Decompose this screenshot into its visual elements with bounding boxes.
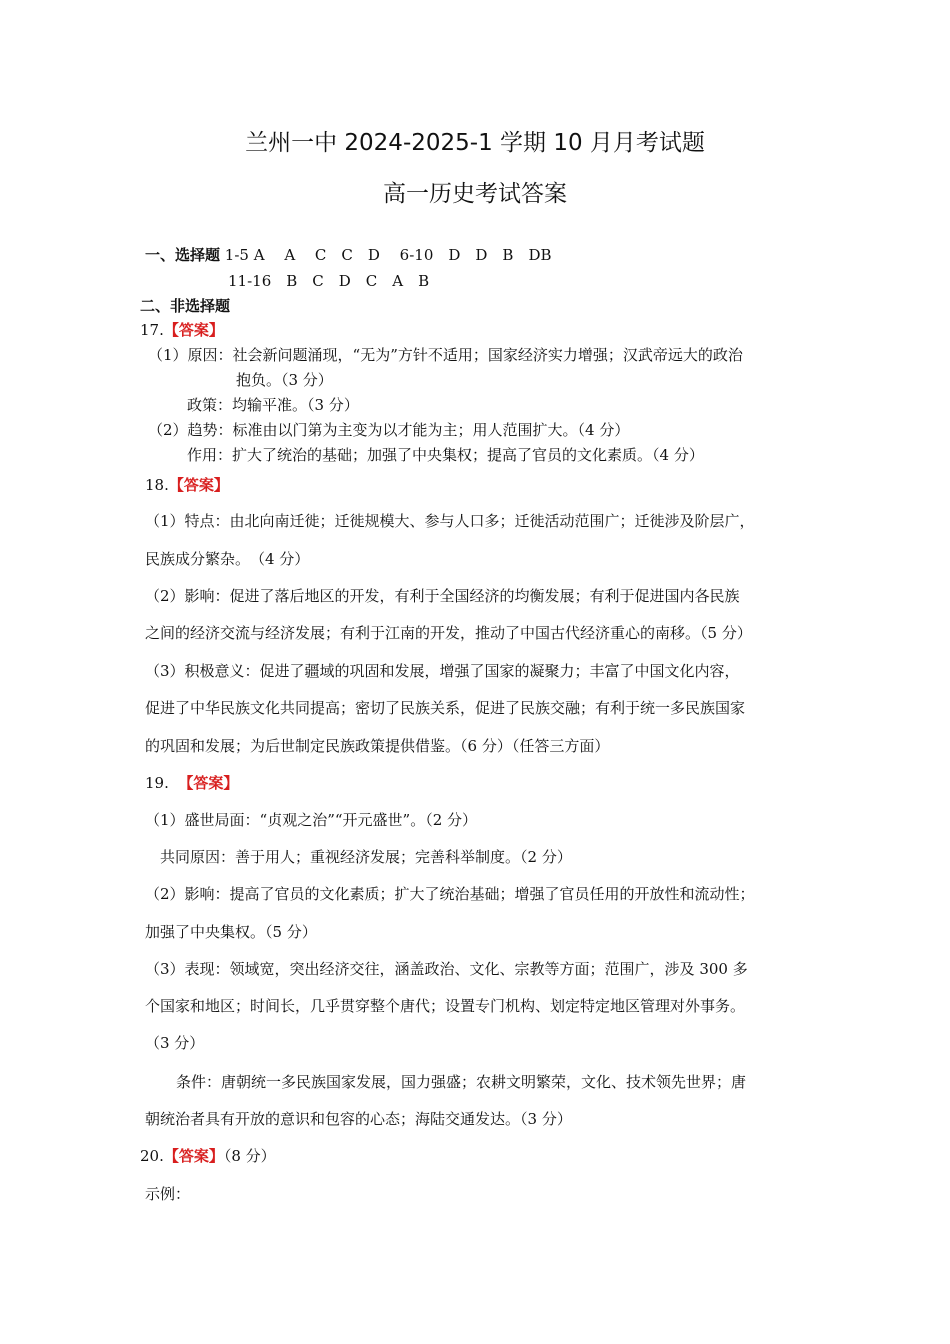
answer-line: 示例：: [145, 1185, 191, 1203]
answer-line: 作用：扩大了统治的基础；加强了中央集权；提高了官员的文化素质。（4 分）: [187, 446, 704, 464]
answer-line: （3）表现：领域宽，突出经济交往，涵盖政治、文化、宗教等方面；范围广，涉及 300 多: [145, 960, 748, 978]
answer-line: （2）趋势：标准由以门第为主变为以才能为主；用人范围扩大。（4 分）: [148, 421, 630, 439]
question-number: 17.: [140, 321, 164, 339]
answer-line: 之间的经济交流与经济发展；有利于江南的开发，推动了中国古代经济重心的南移。（5 分）: [145, 624, 752, 642]
choice-answers-row-1: [145, 244, 552, 265]
answer-tag: 【答案】: [168, 476, 229, 494]
answer-line: （1）特点：由北向南迁徙；迁徙规模大、参与人口多；迁徙活动范围广；迁徙涉及阶层广，: [145, 512, 755, 530]
question-header: [145, 474, 229, 495]
answer-line: （1）原因：社会新问题涌现，“无为”方针不适用；国家经济实力增强；汉武帝远大的政治: [148, 346, 743, 364]
choice-answers-row-2: 11-16 B C D C A B: [228, 272, 430, 290]
answer-line: 朝统治者具有开放的意识和包容的心态；海陆交通发达。（3 分）: [145, 1110, 572, 1128]
answer-line: （3）积极意义：促进了疆域的巩固和发展，增强了国家的凝聚力；丰富了中国文化内容，: [145, 662, 740, 680]
section-label: 二、非选择题: [140, 297, 231, 315]
question-header: [145, 772, 238, 793]
question-number: 20.: [140, 1147, 164, 1165]
answer-line: 政策：均输平准。（3 分）: [187, 396, 359, 414]
answer-line: 抱负。（3 分）: [236, 371, 333, 389]
choice-answers: 1-5 A A C C D 6-10 D D B DB: [224, 246, 552, 264]
answer-line: 民族成分繁杂。 （4 分）: [145, 550, 310, 568]
answer-line: （2）影响：促进了落后地区的开发，有利于全国经济的均衡发展；有利于促进国内各民族: [145, 587, 740, 605]
answer-line: （3 分）: [145, 1034, 205, 1052]
answer-tag: 【答案】: [178, 774, 239, 792]
question-header: [140, 1145, 276, 1166]
answer-line: 促进了中华民族文化共同提高；密切了民族关系，促进了民族交融；有利于统一多民族国家: [145, 699, 746, 717]
question-number: 19.: [145, 774, 169, 792]
answer-line: （1）盛世局面：“贞观之治”“开元盛世”。（2 分）: [145, 811, 478, 829]
answer-line: 的巩固和发展；为后世制定民族政策提供借鉴。（6 分）（任答三方面）: [145, 737, 610, 755]
question-score: （8 分）: [223, 1147, 276, 1165]
answer-line: 个国家和地区；时间长，几乎贯穿整个唐代；设置专门机构、划定特定地区管理对外事务。: [145, 997, 746, 1015]
answer-line: 条件：唐朝统一多民族国家发展，国力强盛；农耕文明繁荣，文化、技术领先世界；唐: [176, 1073, 747, 1091]
answer-tag: 【答案】: [163, 1147, 224, 1165]
document-subtitle: 高一历史考试答案: [383, 181, 567, 207]
question-header: [140, 319, 224, 340]
question-number: 18.: [145, 476, 169, 494]
document-title: 兰州一中 2024-2025-1 学期 10 月月考试题: [245, 130, 705, 156]
answer-line: （2）影响：提高了官员的文化素质；扩大了统治基础；增强了官员任用的开放性和流动性；: [145, 885, 755, 903]
section-label: 一、选择题: [145, 246, 221, 264]
answer-line: 加强了中央集权。（5 分）: [145, 923, 317, 941]
answer-line: 共同原因：善于用人；重视经济发展；完善科举制度。（2 分）: [160, 848, 572, 866]
answer-tag: 【答案】: [163, 321, 224, 339]
